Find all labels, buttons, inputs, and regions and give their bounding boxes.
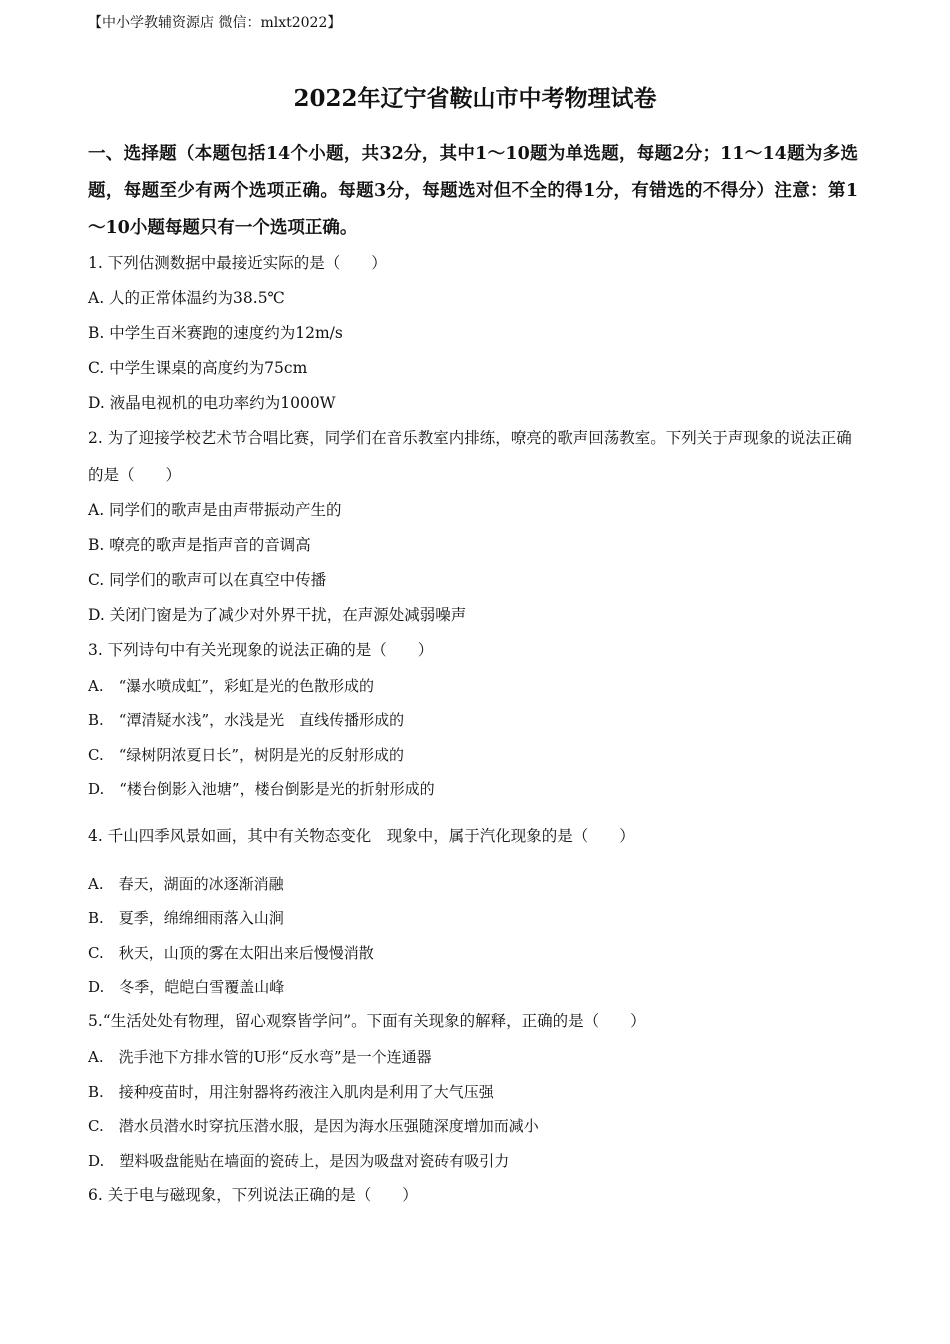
question-option: A. 人的正常体温约为38.5℃ (88, 289, 285, 307)
question-option: D. “楼台倒影入池塘”，楼台倒影是光的折射形成的 (88, 780, 435, 798)
question-stem: 3. 下列诗句中有关光现象的说法正确的是（ ） (88, 641, 434, 659)
question-stem: 4. 千山四季风景如画，其中有关物态变化 现象中，属于汽化现象的是（ ） (88, 827, 635, 845)
question-option: D. 液晶电视机的电功率约为1000W (88, 394, 336, 412)
question-stem: 1. 下列估测数据中最接近实际的是（ ） (88, 254, 387, 272)
question-option: B. 中学生百米赛跑的速度约为12m/s (88, 324, 343, 342)
question-stem: 6. 关于电与磁现象，下列说法正确的是（ ） (88, 1186, 418, 1204)
header-note: 【中小学教辅资源店 微信：mlxt2022】 (88, 15, 342, 31)
section-heading: 一、选择题（本题包括14个小题，共32分，其中1～10题为单选题，每题2分；11～14题为多选题，每题至少有两个选项正确。每题3分，每题选对但不全的得1分，有错选的不得分）注意：第1～10小题每题只有一个选项正确。 (88, 144, 858, 238)
question-option: A. 同学们的歌声是由声带振动产生的 (88, 501, 342, 519)
question-option: D. 冬季，皑皑白雪覆盖山峰 (88, 978, 285, 996)
question-stem: 5.“生活处处有物理，留心观察皆学问”。下面有关现象的解释，正确的是（ ） (88, 1012, 646, 1030)
question-stem: 2. 为了迎接学校艺术节合唱比赛，同学们在音乐教室内排练，嘹亮的歌声回荡教室。下列关于声现象的说法正确的是（ ） (88, 429, 852, 484)
question-option: C. 秋天，山顶的雾在太阳出来后慢慢消散 (88, 944, 374, 962)
question-option: D. 塑料吸盘能贴在墙面的瓷砖上，是因为吸盘对瓷砖有吸引力 (88, 1152, 510, 1170)
page-title: 2022年辽宁省鞍山市中考物理试卷 (293, 85, 657, 112)
question-option: C. 潜水员潜水时穿抗压潜水服，是因为海水压强随深度增加而减小 (88, 1117, 539, 1135)
question-option: D. 关闭门窗是为了减少对外界干扰，在声源处减弱噪声 (88, 606, 467, 624)
question-option: A. 洗手池下方排水管的U形“反水弯”是一个连通器 (88, 1048, 432, 1066)
question-option: B. 嘹亮的歌声是指声音的音调高 (88, 536, 311, 554)
question-option: B. “潭清疑水浅”，水浅是光 直线传播形成的 (88, 711, 405, 729)
question-option: B. 接种疫苗时，用注射器将药液注入肌肉是利用了大气压强 (88, 1083, 494, 1101)
question-option: A. 春天，湖面的冰逐渐消融 (88, 875, 284, 893)
question-option: C. 中学生课桌的高度约为75cm (88, 359, 308, 377)
question-option: B. 夏季，绵绵细雨落入山涧 (88, 909, 284, 927)
question-option: C. 同学们的歌声可以在真空中传播 (88, 571, 327, 589)
question-option: C. “绿树阴浓夏日长”，树阴是光的反射形成的 (88, 746, 405, 764)
question-option: A. “瀑水喷成虹”，彩虹是光的色散形成的 (88, 677, 374, 695)
